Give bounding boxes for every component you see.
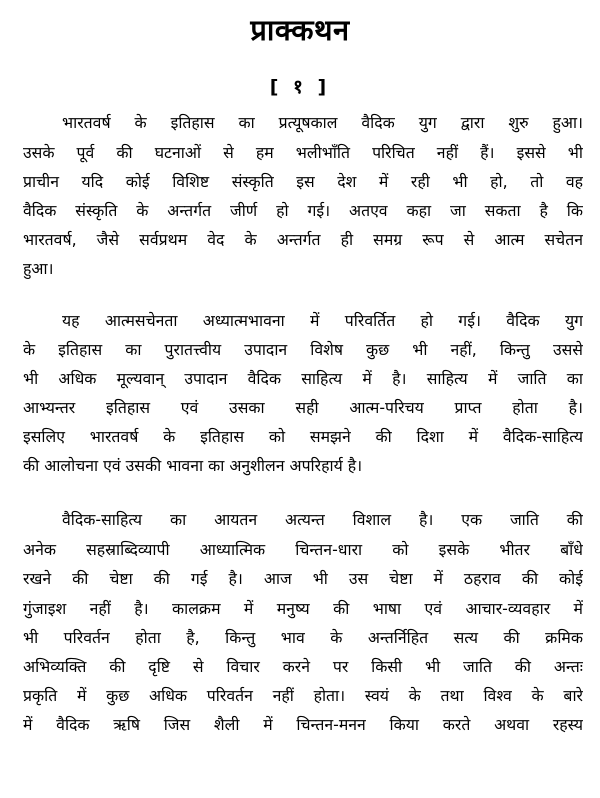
- paragraph-1-line-4: वैदिक संस्कृति के अन्तर्गत जीर्ण हो गई। अतएव कहा जा सकता है कि: [23, 201, 583, 220]
- paragraph-2-line-4: आभ्यन्तर इतिहास एवं उसका सही आत्म-परिचय प्राप्त होता है।: [23, 398, 583, 417]
- paragraph-2-line-1: यह आत्मसचेनता अध्यात्मभावना में परिवर्तित हो गई। वैदिक युग: [62, 311, 583, 330]
- paragraph-1-line-3: प्राचीन यदि कोई विशिष्ट संस्कृति इस देश में रही भी हो, तो वह: [23, 172, 583, 191]
- paragraph-3-line-1: वैदिक-साहित्य का आयतन अत्यन्त विशाल है। एक जाति की: [62, 510, 583, 529]
- paragraph-3-line-7: प्रकृति में कुछ अधिक परिवर्तन नहीं होता। स्वयं के तथा विश्व के बारे: [23, 686, 583, 705]
- paragraph-3-line-3: रखने की चेष्टा की गई है। आज भी उस चेष्टा में ठहराव की कोई: [23, 569, 583, 588]
- section-number: [ १ ]: [269, 76, 331, 98]
- paragraph-2-line-2: के इतिहास का पुरातत्त्वीय उपादान विशेष कुछ भी नहीं, किन्तु उससे: [23, 340, 583, 359]
- paragraph-3-line-4: गुंजाइश नहीं है। कालक्रम में मनुष्य की भाषा एवं आचार-व्यवहार में: [23, 599, 583, 618]
- paragraph-2-line-3: भी अधिक मूल्यवान् उपादान वैदिक साहित्य में है। साहित्य में जाति का: [23, 369, 583, 388]
- paragraph-3-line-2: अनेक सहस्राब्दिव्यापी आध्यात्मिक चिन्तन-धारा को इसके भीतर बाँधे: [23, 540, 583, 559]
- paragraph-1-line-5: भारतवर्ष, जैसे सर्वप्रथम वेद के अन्तर्गत ही समग्र रूप से आत्म सचेतन: [23, 230, 583, 249]
- paragraph-3-line-8: में वैदिक ऋषि जिस शैली में चिन्तन-मनन किया करते अथवा रहस्य: [23, 715, 583, 734]
- paragraph-1-line-1: भारतवर्ष के इतिहास का प्रत्यूषकाल वैदिक युग द्वारा शुरु हुआ।: [62, 113, 583, 132]
- paragraph-2-line-6: की आलोचना एवं उसकी भावना का अनुशीलन अपरिहार्य है।: [23, 456, 363, 475]
- paragraph-1-line-2: उसके पूर्व की घटनाओं से हम भलीभाँति परिचित नहीं हैं। इससे भी: [23, 143, 583, 162]
- paragraph-3-line-5: भी परिवर्तन होता है, किन्तु भाव के अन्तर्निहित सत्य की क्रमिक: [23, 628, 583, 647]
- paragraph-3-line-6: अभिव्यक्ति की दृष्टि से विचार करने पर किसी भी जाति की अन्तः: [23, 657, 583, 676]
- paragraph-1-line-6: हुआ।: [23, 259, 54, 278]
- paragraph-2-line-5: इसलिए भारतवर्ष के इतिहास को समझने की दिशा में वैदिक-साहित्य: [23, 427, 583, 446]
- page-title: प्राक्कथन: [250, 13, 350, 47]
